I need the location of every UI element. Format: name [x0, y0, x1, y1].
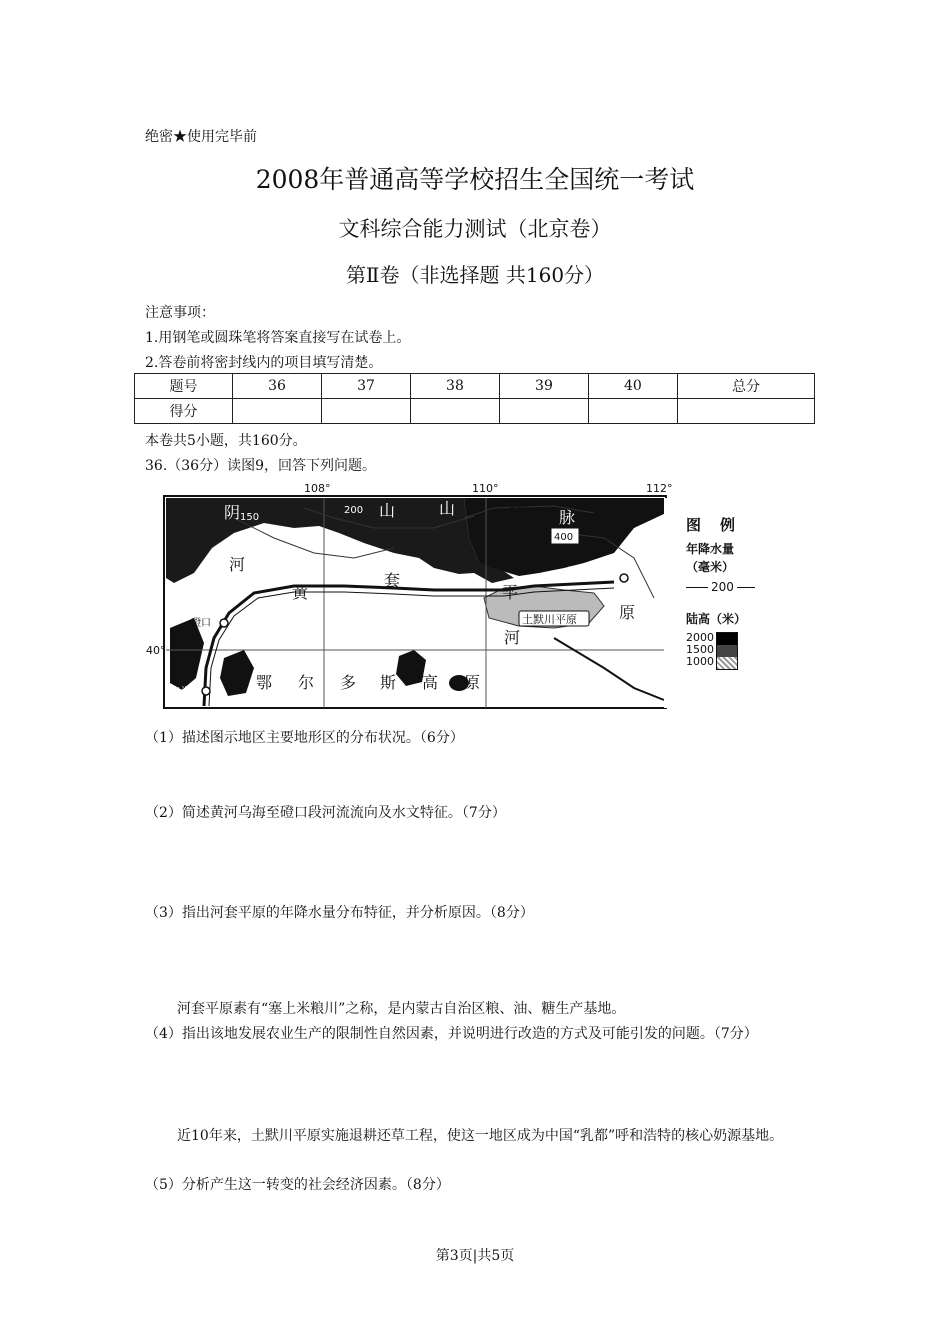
- legend-height-value: 2000: [686, 631, 714, 644]
- table-cell: 37: [321, 374, 410, 399]
- sub-question-3: （3）指出河套平原的年降水量分布特征，并分析原因。（8分）: [145, 905, 534, 921]
- note-item: 2.答卷前将密封线内的项目填写清楚。: [145, 355, 383, 371]
- table-cell: 题号: [135, 374, 233, 399]
- isohyet-value: 300: [509, 500, 529, 511]
- map-label: 平: [502, 583, 519, 602]
- table-cell: 总分: [677, 374, 814, 399]
- city-label: 磴口: [191, 618, 211, 629]
- latitude-label: 40°: [146, 644, 166, 657]
- legend-height-label: 陆高（米）: [686, 612, 747, 626]
- map-label: 山: [439, 499, 456, 518]
- city-label: 呼和浩特: [568, 566, 608, 577]
- isohyet-value: 150: [240, 512, 260, 523]
- isohyet-sample-line: [737, 587, 755, 588]
- legend-title: 图 例: [686, 516, 738, 534]
- table-cell: 39: [499, 374, 588, 399]
- sub-question-2: （2）简述黄河乌海至磴口段河流流向及水文特征。（7分）: [145, 805, 506, 821]
- isohyet-sample-value: 200: [711, 580, 734, 594]
- legend-height-scale: [686, 632, 786, 670]
- score-input-cell[interactable]: [410, 399, 499, 424]
- legend-panel: [686, 516, 786, 670]
- isohyet-value: 400: [554, 532, 574, 543]
- degree-label: 110°: [472, 482, 499, 495]
- score-input-cell[interactable]: [677, 399, 814, 424]
- question-intro: 36.（36分）读图9，回答下列问题。: [145, 458, 376, 474]
- score-table: [134, 373, 815, 424]
- city-marker: [202, 687, 210, 695]
- secret-label: 绝密★使用完毕前: [145, 129, 257, 145]
- legend-height-value: 1000: [686, 655, 714, 668]
- legend-height-value: 1500: [686, 643, 714, 656]
- page-footer: 第3页|共5页: [435, 1248, 515, 1264]
- map-label: 山: [379, 501, 396, 520]
- score-input-cell[interactable]: [499, 399, 588, 424]
- table-row: [135, 399, 815, 424]
- notes-heading: 注意事项：: [145, 305, 215, 321]
- score-input-cell[interactable]: [233, 399, 322, 424]
- map-label: 鄂: [256, 673, 273, 692]
- sub-question-1: （1）描述图示地区主要地形区的分布状况。（6分）: [145, 730, 464, 746]
- map-label: 阴: [224, 503, 241, 522]
- map-label: 脉: [559, 508, 576, 527]
- map-label: 多: [340, 673, 357, 692]
- city-label: 乌海: [171, 687, 191, 698]
- degree-label: 112°: [646, 482, 673, 495]
- legend-height-swatch: [716, 632, 738, 670]
- map-label: 套: [384, 571, 401, 590]
- isohyet-value: 200: [344, 505, 364, 516]
- map-legend: [664, 498, 674, 708]
- tumochuan-label: 土默川平原: [522, 613, 577, 626]
- section-title: 第Ⅱ卷（非选择题 共160分）: [345, 263, 605, 287]
- table-row: [135, 374, 815, 399]
- context-paragraph: 河套平原素有“塞上米粮川”之称，是内蒙古自治区粮、油、糖生产基地。: [177, 1001, 626, 1017]
- exam-subtitle: 文科综合能力测试（北京卷）: [338, 217, 612, 241]
- legend-rain-unit: （毫米）: [686, 560, 735, 574]
- table-cell: 40: [588, 374, 677, 399]
- sub-question-4: （4）指出该地发展农业生产的限制性自然因素，并说明进行改造的方式及可能引发的问题。（7分）: [145, 1026, 758, 1042]
- map-label: 斯: [380, 673, 397, 692]
- summary-text: 本卷共5小题，共160分。: [145, 433, 307, 449]
- map-label: 河: [229, 555, 246, 574]
- score-input-cell[interactable]: [321, 399, 410, 424]
- map-label: 尔: [298, 673, 315, 692]
- degree-label: 108°: [304, 482, 331, 495]
- map-label: 高: [422, 673, 439, 692]
- sub-question-5: （5）分析产生这一转变的社会经济因素。（8分）: [145, 1177, 450, 1193]
- city-marker: [220, 619, 228, 627]
- city-marker: [620, 574, 628, 582]
- table-cell: 36: [233, 374, 322, 399]
- legend-rain-sample: [686, 578, 786, 596]
- score-input-cell[interactable]: [588, 399, 677, 424]
- map-figure: [134, 478, 674, 710]
- exam-title: 2008年普通高等学校招生全国统一考试: [255, 165, 695, 194]
- legend-rain-label: 年降水量: [686, 542, 735, 556]
- context-paragraph: 近10年来，土默川平原实施退耕还草工程，使这一地区成为中国“乳都”呼和浩特的核心奶源基地。: [177, 1128, 784, 1144]
- map-label: 原: [464, 673, 481, 692]
- map-label: 河: [504, 628, 521, 647]
- isohyet-sample-line: [686, 587, 708, 588]
- map-label: 原: [619, 603, 636, 622]
- map-label: 黄: [292, 583, 309, 602]
- note-item: 1.用钢笔或圆珠笔将答案直接写在试卷上。: [145, 330, 411, 346]
- table-cell: 得分: [135, 399, 233, 424]
- table-cell: 38: [410, 374, 499, 399]
